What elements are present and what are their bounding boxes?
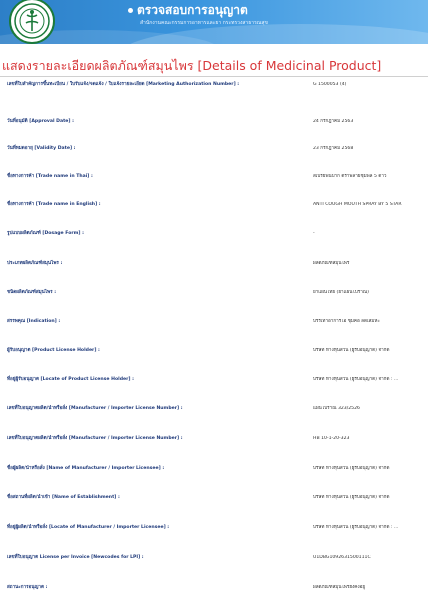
detail-value: สเปรย์พ่นปาก ตราพลายชุมพล 5 ดาว <box>313 174 387 179</box>
detail-value: G 1500053 (4) <box>313 82 347 87</box>
detail-row <box>7 377 428 389</box>
detail-row <box>7 495 428 507</box>
detail-label: วันที่หมดอายุ [Validity Date] : <box>7 146 76 151</box>
detail-label: วันที่อนุมัติ [Approval Date] : <box>7 119 74 124</box>
detail-row <box>7 119 428 131</box>
detail-value: ยาแผนไทย (ยาแผนโบราณ) <box>313 290 369 295</box>
detail-value: 23 กรกฎาคม 2568 <box>313 146 354 151</box>
detail-label: ประเภทผลิตภัณฑ์สมุนไพร : <box>7 261 63 266</box>
detail-value: ผลิตภัณฑ์สมุนไพร <box>313 261 350 266</box>
detail-label: ชื่อผู้ผลิต/นำหรือสั่ง [Name of Manufacturer / Importer Licensee] : <box>7 466 165 471</box>
detail-row <box>7 146 428 158</box>
detail-value: บรรเทาอาการไอ ชุ่มคอ ลดเสมหะ <box>313 319 380 324</box>
detail-value: บริษัท ห้างหุ้นส่วน (ผู้รับอนุญาต) จำกัด : ... <box>313 377 399 382</box>
detail-value: แผนโบราณ 323/2526 <box>313 406 360 411</box>
detail-row <box>7 555 428 567</box>
detail-label: เลขที่ใบสำคัญการขึ้นทะเบียน / ใบรับแจ้ง/จดแจ้ง / ใบแจ้งรายละเอียด [Marketing Authorization Number] : <box>7 82 240 87</box>
detail-label: ผู้รับอนุญาต [Product License Holder] : <box>7 348 100 353</box>
page-title: แสดงรายละเอียดผลิตภัณฑ์สมุนไพร [Details of Medicinal Product] <box>2 58 382 73</box>
detail-row <box>7 319 428 331</box>
detail-row <box>7 525 428 537</box>
detail-label: เลขที่ใบอนุญาต License per Invoice [Newcodes for LPI] : <box>7 555 144 560</box>
product-details <box>7 82 428 590</box>
site-title-text: ตรวจสอบการอนุญาต <box>137 3 248 17</box>
detail-value: บริษัท ห้างหุ้นส่วน (ผู้รับอนุญาต) จำกัด <box>313 348 390 353</box>
detail-value: 24 กรกฎาคม 2563 <box>313 119 354 124</box>
detail-label: ชื่อสถานที่ผลิต/นำเข้า [Name of Establishment] : <box>7 495 120 500</box>
detail-value: บริษัท ห้างหุ้นส่วน (ผู้รับอนุญาต) จำกัด : ... <box>313 525 399 530</box>
site-title <box>128 1 248 20</box>
detail-row <box>7 82 428 94</box>
detail-label: สรรพคุณ [Indication] : <box>7 319 61 324</box>
detail-value: U1DBG1092631500111C <box>313 555 371 560</box>
detail-row <box>7 261 428 273</box>
detail-row <box>7 231 428 243</box>
detail-value: บริษัท ห้างหุ้นส่วน (ผู้รับอนุญาต) จำกัด <box>313 466 390 471</box>
detail-value: HB 10-1-20-323 <box>313 436 350 441</box>
detail-value: ANTI COUGH MOUTH SPRAY BY 5 STAR <box>313 202 402 207</box>
detail-value: - <box>313 231 315 236</box>
detail-label: รูปแบบผลิตภัณฑ์ [Dosage Form] : <box>7 231 84 236</box>
detail-label: ที่อยู่ผู้ผลิต/นำหรือสั่ง [Locate of Manufacturer / Importer Licensee] : <box>7 525 170 530</box>
detail-row <box>7 202 428 214</box>
detail-label: ชื่อทางการค้า [Trade name in English] : <box>7 202 101 207</box>
detail-row <box>7 174 428 186</box>
detail-label: สถานะการอนุญาต : <box>7 585 48 590</box>
detail-row <box>7 466 428 478</box>
detail-label: เลขที่ใบอนุญาตผลิต/นำหรือสั่ง [Manufacturer / Importer License Number] : <box>7 436 183 441</box>
site-subtitle: สำนักงานคณะกรรมการอาหารและยา กระทรวงสาธารณสุข <box>140 20 268 26</box>
detail-label: ชื่อทางการค้า [Trade name in Thai] : <box>7 174 93 179</box>
detail-label: เลขที่ใบอนุญาตผลิต/นำหรือสั่ง [Manufacturer / Importer License Number] : <box>7 406 183 411</box>
title-bullet-icon <box>128 8 133 13</box>
detail-label: ที่อยู่ผู้รับอนุญาต [Locate of Product License Holder] : <box>7 377 134 382</box>
detail-label: ชนิดผลิตภัณฑ์สมุนไพร : <box>7 290 57 295</box>
site-header-banner <box>0 0 428 44</box>
detail-row <box>7 585 428 597</box>
detail-row <box>7 348 428 360</box>
fda-logo-icon[interactable] <box>9 0 55 44</box>
detail-row <box>7 436 428 448</box>
detail-value: บริษัท ห้างหุ้นส่วน (ผู้รับอนุญาต) จำกัด <box>313 495 390 500</box>
detail-value: ผลิตภัณฑ์สมุนไพรยังคงอยู่ <box>313 585 366 590</box>
detail-row <box>7 290 428 302</box>
title-divider <box>0 76 428 77</box>
detail-row <box>7 406 428 418</box>
